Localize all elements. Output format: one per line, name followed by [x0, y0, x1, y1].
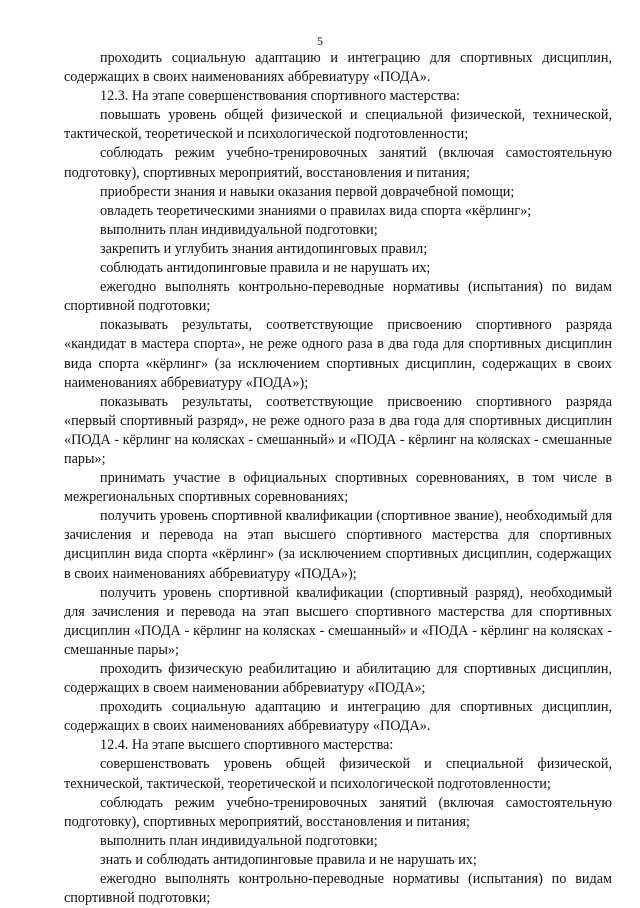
paragraph: соблюдать режим учебно-тренировочных занятий (включая самостоятельную подготовку), спортивных мероприятий, восстановления и питания; — [64, 145, 612, 181]
paragraph: показывать результаты, соответствующие присвоению спортивного разряда «первый спортивный разряд», не реже одного раза в два года для спортивных дисциплин «ПОДА - кёрлинг на колясках - смешанный» и «ПОДА - кёрлинг на колясках - смешанные пары»; — [64, 393, 612, 467]
paragraph: соблюдать режим учебно-тренировочных занятий (включая самостоятельную подготовку), спортивных мероприятий, восстановления и питания; — [64, 794, 612, 830]
page-number: 5 — [317, 34, 323, 48]
paragraph: показывать результаты, соответствующие присвоению спортивного разряда «кандидат в мастера спорта», не реже одного раза в два года для спортивных дисциплин вида спорта «кёрлинг» (за исключением спортивных дисциплин, содержащих в своих наименованиях аббревиатуру «ПОДА»); — [64, 317, 612, 391]
paragraph: приобрести знания и навыки оказания первой доврачебной помощи; — [100, 183, 515, 200]
paragraph: ежегодно выполнять контрольно-переводные нормативы (испытания) по видам спортивной подготовки; — [64, 871, 612, 907]
paragraph: проходить социальную адаптацию и интеграцию для спортивных дисциплин, содержащих в своих наименованиях аббревиатуру «ПОДА». — [64, 699, 612, 735]
paragraph: соблюдать антидопинговые правила и не нарушать их; — [100, 260, 431, 277]
paragraph: закрепить и углубить знания антидопинговых правил; — [100, 240, 428, 257]
paragraph-continuation: проходить социальную адаптацию и интеграцию для спортивных дисциплин, содержащих в своих наименованиях аббревиатуру «ПОДА». — [64, 50, 612, 86]
paragraph: ежегодно выполнять контрольно-переводные нормативы (испытания) по видам спортивной подготовки; — [64, 279, 612, 315]
body-text — [64, 49, 612, 908]
paragraph: повышать уровень общей физической и специальной физической, технической, тактической, теоретической и психологической подготовленности; — [64, 107, 612, 143]
paragraph: знать и соблюдать антидопинговые правила и не нарушать их; — [100, 851, 477, 868]
paragraph: проходить физическую реабилитацию и абилитацию для спортивных дисциплин, содержащих в своем наименовании аббревиатуру «ПОДА»; — [64, 661, 612, 697]
paragraph: получить уровень спортивной квалификации (спортивное звание), необходимый для зачисления и перевода на этап высшего спортивного мастерства для спортивных дисциплин вида спорта «кёрлинг» (за исключением спортивных дисциплин, содержащих в своих наименованиях аббревиатуру «ПОДА»); — [64, 508, 612, 582]
paragraph: совершенствовать уровень общей физической и специальной физической, технической, тактической, теоретической и психологической подготовленности; — [64, 756, 612, 792]
section-heading-12-4: 12.4. На этапе высшего спортивного мастерства: — [100, 737, 394, 754]
paragraph: выполнить план индивидуальной подготовки; — [100, 832, 378, 849]
paragraph: выполнить план индивидуальной подготовки; — [100, 221, 378, 238]
paragraph: принимать участие в официальных спортивных соревнованиях, в том числе в межрегиональных спортивных соревнованиях; — [64, 470, 612, 506]
paragraph: овладеть теоретическими знаниями о правилах вида спорта «кёрлинг»; — [100, 202, 532, 219]
section-heading-12-3: 12.3. На этапе совершенствования спортивного мастерства: — [100, 88, 460, 105]
paragraph: получить уровень спортивной квалификации (спортивный разряд), необходимый для зачисления и перевода на этап высшего спортивного мастерства для спортивных дисциплин «ПОДА - кёрлинг на колясках - смешанный» и «ПОДА - кёрлинг на колясках - смешанные пары»; — [64, 584, 612, 658]
